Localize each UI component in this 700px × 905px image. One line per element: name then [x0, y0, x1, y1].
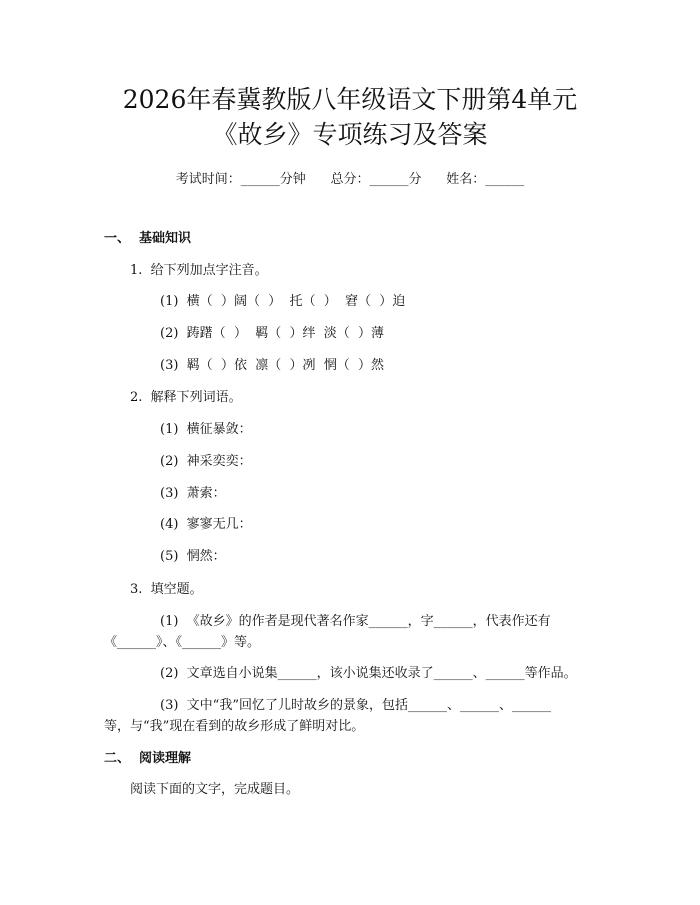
question-2-item-2: (2) 神采奕奕： — [160, 454, 252, 469]
document-title-line1: 2026年春冀教版八年级语文下册第4单元 — [122, 85, 578, 114]
question-2-item-1: (1) 横征暴敛： — [160, 422, 252, 437]
question-3-item-1-line1: (1) 《故乡》的作者是现代著名作家______，字______，代表作还有 — [160, 614, 551, 629]
question-1-item-2: (2) 踌躇（ ） 羁（ ）绊 淡（ ）薄 — [160, 326, 385, 341]
question-1-item-1: (1) 横（ ）阔（ ） 托（ ） 窘（ ）迫 — [160, 294, 406, 309]
question-3-item-1-line2: 《______》、《______》等。 — [104, 635, 261, 650]
question-1: 1. 给下列加点字注音。 — [130, 263, 268, 278]
document-title-line2: 《故乡》专项练习及答案 — [212, 120, 488, 149]
question-2-item-3: (3) 萧索： — [160, 486, 226, 501]
question-3-item-3-line1: (3) 文中“我”回忆了儿时故乡的景象，包括______、______、______ — [160, 698, 551, 713]
question-2: 2. 解释下列词语。 — [130, 390, 242, 405]
exam-info: 考试时间：______分钟 总分：______分 姓名：______ — [175, 172, 525, 187]
question-3: 3. 填空题。 — [130, 582, 203, 597]
question-2-item-4: (4) 寥寥无几： — [160, 517, 252, 532]
question-2-item-5: (5) 惘然： — [160, 549, 226, 564]
reading-intro: 阅读下面的文字，完成题目。 — [130, 782, 300, 797]
section-heading-reading: 二、 阅读理解 — [104, 751, 192, 766]
question-3-item-2: (2) 文章选自小说集______，该小说集还收录了______、______等作品。 — [160, 666, 577, 681]
question-1-item-3: (3) 羁（ ）依 凛（ ）冽 惘（ ）然 — [160, 358, 385, 373]
section-heading-basic: 一、 基础知识 — [104, 231, 192, 246]
question-3-item-3-line2: 等，与“我”现在看到的故乡形成了鲜明对比。 — [104, 719, 365, 734]
